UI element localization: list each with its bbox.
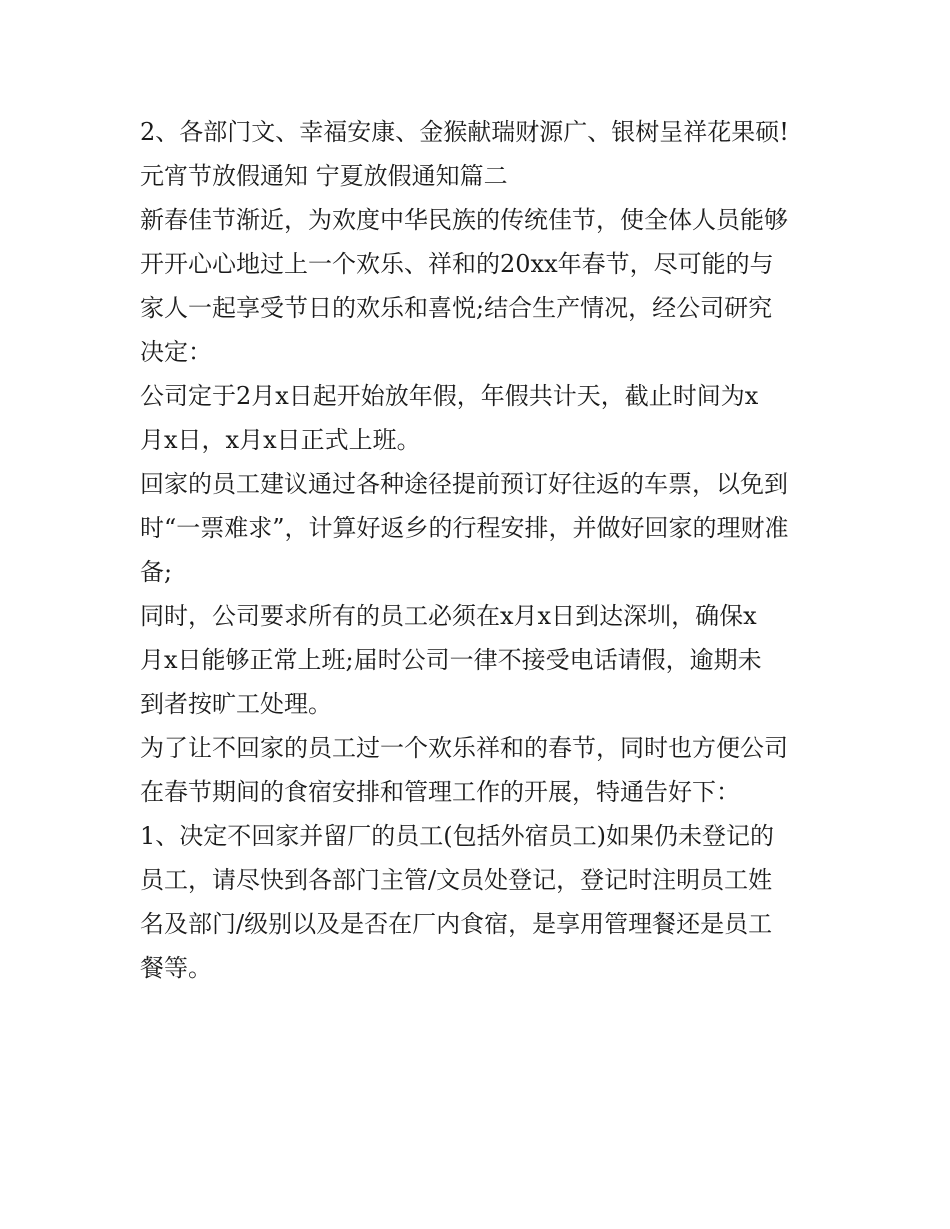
text-line: 1、决定不回家并留厂的员工(包括外宿员工)如果仍未登记的	[140, 822, 774, 850]
section-heading: 元宵节放假通知 宁夏放假通知篇二	[140, 162, 508, 190]
text-line: 到者按旷工处理。	[140, 690, 332, 718]
text-line: 2、各部门文、幸福安康、金猴献瑞财源广、银树呈祥花果硕!	[140, 118, 789, 146]
text-line: 回家的员工建议通过各种途径提前预订好往返的车票，以免到	[140, 470, 788, 498]
document-body	[140, 110, 820, 990]
text-line: 为了让不回家的员工过一个欢乐祥和的春节，同时也方便公司	[140, 734, 788, 762]
text-line: 公司定于2月x日起开始放年假，年假共计天，截止时间为x	[140, 382, 759, 410]
text-line: 时“一票难求”，计算好返乡的行程安排，并做好回家的理财准	[140, 514, 789, 542]
text-line: 开开心心地过上一个欢乐、祥和的20xx年春节，尽可能的与	[140, 250, 774, 278]
text-line: 员工，请尽快到各部门主管/文员处登记，登记时注明员工姓	[140, 866, 773, 894]
text-line: 家人一起享受节日的欢乐和喜悦;结合生产情况，经公司研究	[140, 294, 773, 322]
text-line: 名及部门/级别以及是否在厂内食宿，是享用管理餐还是员工	[140, 910, 773, 938]
text-line: 新春佳节渐近，为欢度中华民族的传统佳节，使全体人员能够	[140, 206, 788, 234]
text-line: 备;	[140, 558, 173, 586]
text-line: 在春节期间的食宿安排和管理工作的开展，特通告好下：	[140, 778, 740, 806]
text-line: 月x日能够正常上班;届时公司一律不接受电话请假，逾期未	[140, 646, 762, 674]
text-line: 同时，公司要求所有的员工必须在x月x日到达深圳，确保x	[140, 602, 757, 630]
text-line: 餐等。	[140, 954, 212, 982]
text-line: 决定：	[140, 338, 212, 366]
text-line: 月x日，x月x日正式上班。	[140, 426, 421, 454]
